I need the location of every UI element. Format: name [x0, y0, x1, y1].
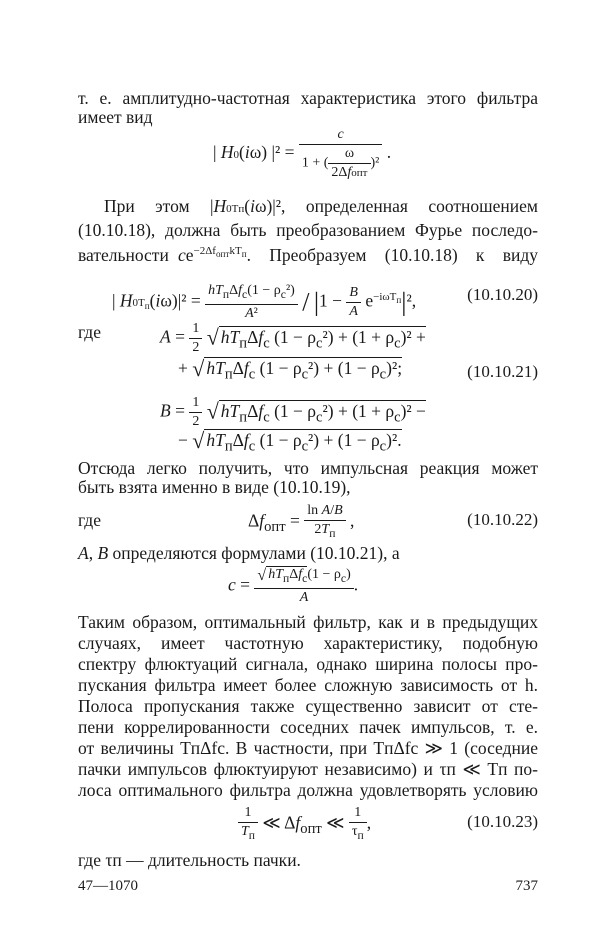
text-line: пускания фильтра имеет более сложную зависимость от h.: [78, 675, 538, 695]
text-line: Таким образом, оптимальный фильтр, как и в предыдущих: [78, 612, 538, 632]
text-line: вательности $ce^{-2\Delta f_{опт}kT_п}$. Преобразуем (10.10.18) к виду: [78, 244, 538, 265]
text-line: Отсюда легко получить, что импульсная реакция может: [78, 458, 538, 478]
equation-1: | H0(iω) |² = c 1 + ( $\frac{\omega}{\text{2Δfопт}}$ )² .: [213, 127, 392, 180]
equation-21-A-1: A = $\frac{1}{2}$ √ $hT_п\Delta f_c$ $(1 - \rho_c^2) + (1 + \rho_c)^2$ +: [160, 321, 426, 355]
text-line: спектру флюктуаций сигнала, однако ширина полосы про-: [78, 654, 538, 674]
equation-20: | $H0T_п(i\omega)|^2$ = $\frac{hT_п\Delta f_c(1 - \rho_c^2)}{\text{A²}}$ / |1 − $\frac{B}{A}$ $e^{-i\omega T_п}|^2$,: [112, 283, 417, 321]
equation-21-B-2: − √ $hT_п\Delta f_c$ $(1 - \rho_c^2) + (1 - \rho_c)^2$.: [178, 428, 402, 455]
where-label: где: [78, 322, 101, 342]
equation-number: (10.10.22): [467, 510, 538, 529]
text-line: лоса оптимального фильтра должна удовлетворять условию: [78, 780, 538, 800]
equation-21-A-2: + √ $hT_п\Delta f_c$ $(1 - \rho_c^2) + (1 - \rho_c)^2$;: [178, 356, 403, 383]
signature-mark: 47—1070: [78, 878, 138, 894]
text-line: пени коррелированности соседних пачек импульсов, т. е.: [78, 717, 538, 737]
page-number: 737: [515, 878, 538, 894]
text-line: (10.10.18), должна быть преобразованием Фурье последо-: [78, 220, 538, 240]
text-line: т. е. амплитудно-частотная характеристика этого фильтра: [78, 88, 538, 108]
text-line: от величины TпΔfc. В частности, при TпΔfc ≫ 1 (соседние: [78, 738, 538, 758]
text-line: пачки импульсов флюктуируют независимо) и τп ≪ Tп по-: [78, 759, 538, 779]
text-line: где τп — длительность пачки.: [78, 850, 301, 870]
text-line: При этом |H0Tп(iω)|², определенная соотношением: [104, 196, 538, 216]
where-label: где: [78, 510, 101, 530]
equation-number: (10.10.23): [467, 812, 538, 831]
equation-c: c = $\frac{√ hT_п\Delta f_c(1 - \rho_c)}{A}$ .: [228, 567, 359, 605]
text-line: быть взята именно в виде (10.10.19),: [78, 477, 351, 497]
text-line: случаях, имеет частотную характеристику, подобную: [78, 633, 538, 653]
equation-23: $\frac{1}{T_п}$ ≪ $\Delta f_{опт}$ ≪ $\frac{1}{\tau_п}$ ,: [238, 804, 371, 845]
text-line: имеет вид: [78, 107, 153, 127]
equation-number: (10.10.21): [467, 362, 538, 381]
equation-22: $\Delta f_{опт}$ = $\frac{\text{ln A/B}}{2T_п}$ ,: [248, 502, 354, 543]
text-line: A, B определяются формулами (10.10.21), а: [78, 543, 400, 563]
equation-number: (10.10.20): [467, 285, 538, 304]
text-line: Полоса пропускания также существенно зависит от сте-: [78, 696, 538, 716]
equation-21-B-1: B = $\frac{1}{2}$ √ $hT_п\Delta f_c$ $(1 - \rho_c^2) + (1 + \rho_c)^2$ −: [160, 395, 426, 429]
